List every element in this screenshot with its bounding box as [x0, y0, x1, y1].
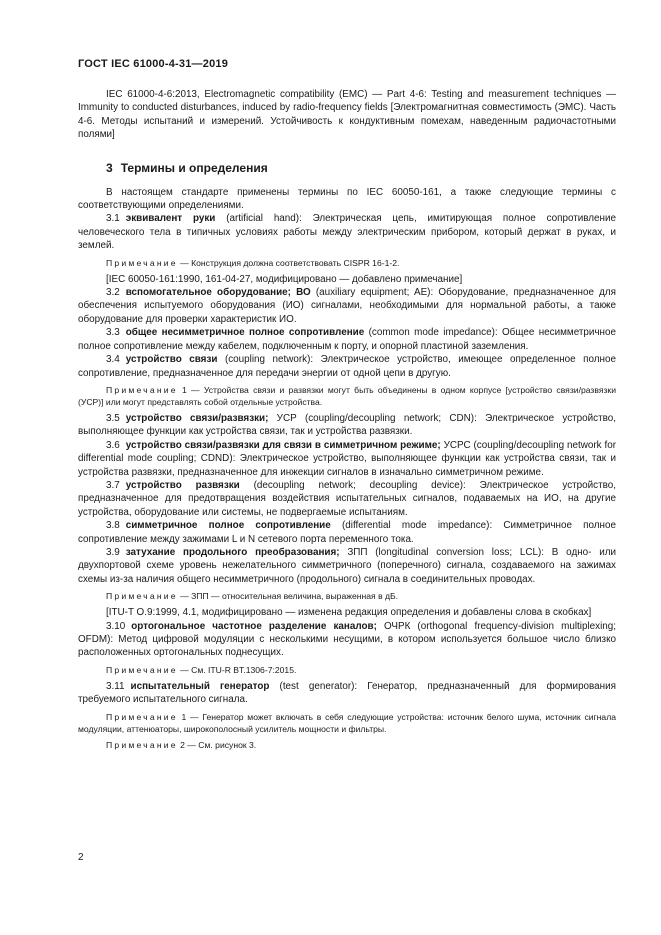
term-definition: (artificial hand): Электрическая цепь, имитирующая полное сопротивление человеческого тела в типичных условиях работы между электрическим прибором, который держат в руках, и землей.: [78, 213, 616, 252]
note-3-9: [78, 590, 616, 602]
note-label: Примечание: [106, 664, 178, 675]
term-definition: УСРС (coupling/decoupling network for differential mode coupling; CDND): Электрическое устройство, выполняющее функции как устройства связи, так и устройства развязки, предназначенное для инжекции сигналов в изначально симметричном режиме.: [78, 439, 616, 478]
note-text: — ЗПП — относительная величина, выраженная в дБ.: [177, 591, 399, 602]
term-definition: ОЧРК (orthogonal frequency-division multiplexing; OFDM): Метод цифровой модуляции с несколькими несущими, в котором используется большое число близко расположенных ортогональных поднесущих.: [78, 620, 616, 659]
term-3-3: [78, 326, 616, 353]
term-3-1: [78, 212, 616, 252]
term-name: эквивалент руки: [125, 213, 216, 225]
term-definition: (coupling network): Электрическое устройство, имеющее определенное полное сопротивление, предназначенное для передачи энергии от одной цепи в другую.: [78, 354, 616, 379]
section-number: 3: [106, 160, 113, 175]
term-name: испытательный генератор: [130, 680, 270, 692]
term-number: 3.11: [106, 680, 125, 692]
term-3-9: [78, 546, 616, 586]
term-3-6: [78, 439, 616, 479]
term-name: устройство связи/развязки для связи в симметричном режиме;: [125, 439, 441, 451]
note-label: Примечание: [106, 711, 178, 722]
term-abbr: ВО: [290, 287, 311, 299]
section-heading: Термины и определения: [120, 160, 268, 175]
note-text: 1 — Устройства связи и развязки могут быть объединены в одном корпусе [устройство связи/развязки (УСР)] или могут представлять собой отдельные устройства.: [78, 384, 616, 407]
term-definition: (test generator): Генератор, предназначенный для формирования требуемого испытательного сигнала.: [78, 680, 616, 706]
term-number: 3.1: [106, 213, 120, 225]
note-3-1: [78, 257, 616, 269]
term-definition: (common mode impedance): Общее несимметричное полное сопротивление между кабелем, подключенным к порту, и опорной пластиной заземления.: [78, 327, 616, 352]
page-number: 2: [78, 852, 84, 863]
note-text: — См. ITU-R BT.1306-7:2015.: [177, 664, 297, 675]
term-number: 3.2: [106, 287, 120, 299]
term-definition: (differential mode impedance): Симметричное полное сопротивление между зажимами L и N сетевого порта переменного тока.: [78, 520, 616, 545]
note-label: Примечание: [106, 384, 178, 395]
term-number: 3.8: [106, 520, 120, 532]
note-label: Примечание: [106, 257, 178, 268]
document-header: ГОСТ IEC 61000-4-31—2019: [78, 58, 229, 70]
note-text: 1 — Генератор может включать в себя следующие устройства: источник белого шума, источник сигнала модуляции, аттенюаторы, широкополосный усилитель мощности и фильтры.: [78, 711, 616, 734]
term-number: 3.9: [106, 546, 120, 558]
term-definition: УСР (coupling/decoupling network; CDN): Электрическое устройство, выполняющее функции как устройства связи, так и устройства развязки.: [78, 412, 616, 438]
reference-paragraph: IEC 61000-4-6:2013, Electromagnetic compatibility (EMC) — Part 4-6: Testing and measurement techniques — Immunity to conducted disturbances, induced by radio-frequency fields [Электромагнитная совместимость (ЭМС). Часть 4-6. Методы испытаний и измерений. Устойчивость к кондуктивным помехам, наведенным радиочастотными полями]: [78, 89, 616, 141]
term-name: устройство связи/развязки;: [125, 412, 269, 424]
term-name: общее несимметричное полное сопротивление: [125, 327, 365, 339]
note-3-11-1: [78, 711, 616, 735]
term-3-7: [78, 479, 616, 519]
term-name: симметричное полное сопротивление: [125, 520, 331, 532]
term-3-11: [78, 680, 616, 707]
term-3-4: [78, 353, 616, 380]
section-title: [106, 161, 616, 175]
intro-paragraph: В настоящем стандарте применены термины по IEC 60050-161, а также следующие термины с соответствующими определениями.: [78, 186, 616, 212]
term-number: 3.6: [106, 439, 120, 451]
source-3-1: [IEC 60050-161:1990, 161-04-27, модифицировано — добавлено примечание]: [106, 273, 463, 285]
term-name: затухание продольного преобразования;: [125, 546, 340, 558]
term-name: ортогональное частотное разделение каналов;: [131, 620, 377, 632]
source-3-9: [ITU-T O.9:1999, 4.1, модифицировано — изменена редакция определения и добавлены слова в скобках]: [106, 607, 592, 619]
note-3-10: [78, 664, 616, 676]
note-label: Примечание: [106, 739, 178, 750]
note-label: Примечание: [106, 591, 178, 602]
note-3-4: [78, 384, 616, 408]
term-number: 3.4: [106, 354, 120, 366]
term-3-10: [78, 620, 616, 660]
note-3-11-2: [78, 739, 616, 751]
term-number: 3.10: [106, 620, 126, 632]
term-name: устройство развязки: [125, 479, 240, 491]
term-definition: ЗПП (longitudinal conversion loss; LCL): В одно- или двухпортовой схеме уровень нежелательного симметричного (поперечного) сигнала, создаваемого на зажимах схемы из-за наличия общего несимметричного (продольного) сигнала в соединительных проводах.: [78, 546, 617, 585]
term-number: 3.3: [106, 327, 120, 339]
note-text: 2 — См. рисунок 3.: [177, 739, 257, 750]
term-3-2: [78, 286, 616, 326]
term-3-5: [78, 412, 616, 439]
term-number: 3.7: [106, 479, 120, 491]
term-definition: (decoupling network; decoupling device): Электрическое устройство, предназначенное для предотвращения воздействия испытательных сигналов, подаваемых на ИО, на другие устройства, оборудование или системы, не подвергаемые испытаниям.: [78, 479, 616, 518]
term-3-8: [78, 519, 616, 546]
term-definition: (auxiliary equipment; AE): Оборудование, предназначенное для обеспечения испытуемого оборудования (ИО) сигналами, необходимыми для нормальной работы, а также оборудование для проверки характеристик ИО.: [78, 287, 616, 325]
term-number: 3.5: [106, 412, 120, 424]
term-name: устройство связи: [125, 354, 218, 366]
term-name: вспомогательное оборудование;: [125, 287, 291, 299]
note-text: — Конструкция должна соответствовать CISPR 16-1-2.: [177, 257, 400, 268]
document-body: [78, 88, 616, 755]
